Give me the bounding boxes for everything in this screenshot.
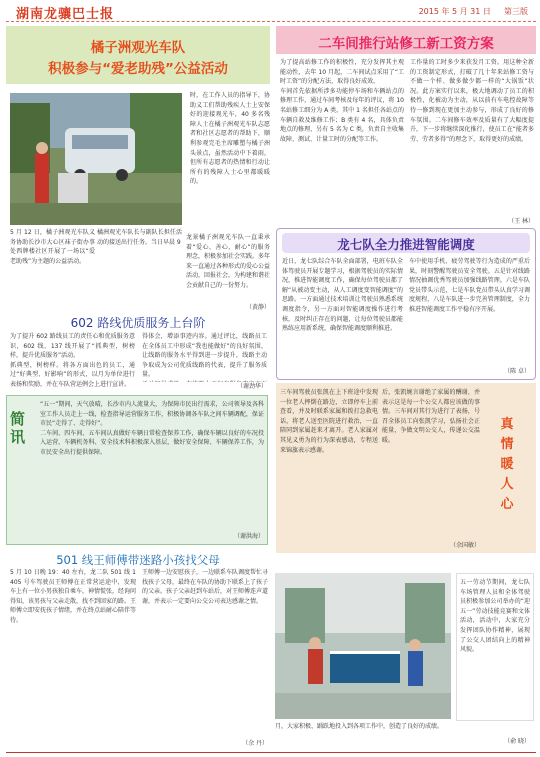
story4-byline: （谢劲华）	[236, 383, 267, 390]
story4-title: 602 路线优质服务上台阶	[70, 316, 206, 330]
story5-title-char: 心	[500, 497, 514, 512]
story5-title	[482, 415, 532, 515]
story1-title-line1: 橘子洲观光车队	[90, 40, 186, 56]
story1-body-right: 时，在工作人员的指导下，协助义工们帮助残疾人士上安保好的迎接观光车，40 多名残障人士在橘子洲观光车队志愿者和社区志愿者的帮助下，顺利参观完毛主席雕塑与橘子洲头景点，虽然活动中下着雨，但所有志愿者的热情和行动让所有的残障人士心里都暖暖的。	[190, 92, 270, 186]
story1-caption: 5 月 12 日，橘子洲观光车队义务协助长沙市大心区袜子街办事处西牌楼社区开展了一场以“爱老助残”为主题的公益活动。	[10, 229, 95, 265]
header-divider	[6, 21, 536, 22]
story3-byline: （陈 卓）	[504, 368, 530, 375]
brief-body: “五一”期间，天气放晴，长沙市内人流量大，为保障市民出行需求，公司领导及各科室工作人员走上一线，检查指导运营服务工作，积极协调各车队之间车辆调配，保证市民“走得了、走得好”。 二车间、四车间、五车间认真做好车辆日常检查保养工作，确保车辆以良好的车况投入运营，车辆机务科、安全技术科积极深入基层，做好安全保障、车辆保养工作，为市民安全出行提供保障。	[40, 401, 264, 456]
story2-byline: （王 林）	[508, 218, 534, 225]
story1-body-continue: 龙景橘子洲观光车队一直秉承着“爱心、善心、耐心”的服务理念，积极参加社会实践。多年来一直通过各种形式的爱心公益活动，回报社会，为构建和谐社会贡献自己的一份努力。	[186, 234, 270, 289]
brief-title: 简讯	[10, 410, 26, 446]
story6-photo	[275, 573, 451, 719]
story3-body-col2: 车中使用手机、疲劳驾驶等行为造成的严重后果，时刻警醒驾驶员安全驾驶。五是针对线路情况抽调优秀驾驶员加强线路管理。六是车队党员带头示范，七是车队党员带头认真学习调度规程，八是车队进一步完善管理制度，全力推进智能调度工作平稳有序开展。	[409, 258, 530, 313]
issue-date: 2015 年 5 月 31 日	[418, 7, 491, 16]
story1-body-left: 橘洲观光车队长与副队长担任活动的接送出行任务。当日早晨 9	[97, 229, 182, 246]
story1-title-line2: 积极参与“爱老助残”公益活动	[48, 61, 228, 77]
story4-body-col1: 为了提升 602 路线员工的责任心和优质服务意识，602 线、137 线开展了“抓典型，树榜样，提升优质服务”活动。 抓典型，树榜样。将各方面出色的员工，通过“好典型、好影响”的形式，以月为单位进行表扬和奖励，并在车队营运例会上进行宣讲。	[10, 333, 135, 388]
story6-body-col1: 5 月 10 日晚 19：40 左右，龙二队 501 线 1405 号车驾驶员王师傅在正常营运途中，发现车上有一位小男孩独自乘车，神情慌张，经询问得知，该男孩与父亲走散，找不到回家的路。王师傅立即安抚孩子情绪，并在终点站耐心陪伴等待。	[10, 569, 136, 624]
story5-byline: （余国敏）	[449, 542, 480, 549]
story5-title-char: 情	[500, 437, 514, 452]
story6-photo-caption: 月，大家积极、踊跃地投入到各项工作中，创造了良好的成绩。	[275, 723, 444, 730]
story2-body-col1: 为了提高站修工作的积极性，充分发挥其主观能动性，去年 10 月起，二车间试点采用了“工时工资”的分配方法，取得良好成效。 车间首先依据所涉多功能停车场和车辆站点的修理工作，通过车间考核及每年的评议，将 10 名站修工细分为 A 类，其中 1 名担任各站点的车辆自救及维修工作；B 类有 4 名，具体负责地点的修理，另有 5 名为 C 类，负责自主收集故障、测试、计量工时的分配等工作。	[280, 59, 404, 143]
story2-body-col2: 工作量的工时多少来获发月工资。用这种全新的工资制定形式，打破了几十年来站修工资与不做一个样、做多做少都一样的“大锅饭”状况。此方案实行以来，极大地调动了员工的积极性，化被动为主动，从以前有车电控故障等待一修到现在更加主动参与，形成了良好的修车氛围。二车间修车效率及质量有了大幅度提升，下一步将继续深化推行，使员工在“能者多劳、劳者多得”的理念下，取得更好的成绩。	[410, 59, 534, 143]
story1-byline: （黄静）	[245, 304, 270, 311]
story2-title: 二车间推行站修工新工资方案	[318, 36, 494, 52]
story3-title: 龙七队全力推进智能调度	[337, 237, 475, 252]
dateline	[419, 6, 528, 17]
story6-title: 501 线王师傅带迷路小孩找父母	[56, 553, 220, 567]
story6-sidebox-byline: （俞 晓）	[504, 738, 530, 745]
story1-photo	[10, 93, 182, 225]
page-header	[0, 0, 540, 24]
story5-title-char: 暖	[500, 457, 514, 472]
story6-body-col2: 王师傅一边安慰孩子，一边联系车队调度帮忙寻找孩子父母，最终在车队的协助下联系上了孩子的父亲。孩子父亲赶到车站后，对王师傅连声道谢，并表示一定要向公交公司表达感谢之情。	[142, 569, 268, 605]
story5-title-char: 真	[500, 417, 514, 432]
story6-byline: （余 丹）	[242, 740, 268, 747]
story6-sidebox-text: 五一劳动节期间，龙七队车场管理人员和全体驾驶员积极参加公司举办的“迎五一”劳动技能竞赛和文体活动，活动中，大家充分发挥团队协作精神，展现了公交人团结向上的精神风貌。	[460, 579, 530, 654]
story5-body-col2: 后，张凯婉言谢绝了家属的酬谢，并表示这是每一个公交人都应该做的事情。三车间对其行为进行了表扬，号召全体员工向张凯学习，弘扬社会正能量，争做文明公交人，传递公交温暖。	[382, 389, 480, 444]
story4-body-col2: 得体会，增添事迹内容。通过评比，线路员工在全体员工中形成“我也能做好”的良好氛围，让线路的服务水平得到进一步提升，线路主动争取成为公司优质线路的代表，提升了服务质量。	[142, 333, 267, 379]
page-number: 第三版	[504, 7, 528, 16]
story5-body-col1: 三车间驾驶员张凯在上下班途中发现一位老人摔倒在路边，立即停车上前查看，并及时联系家属和拨打急救电话，将老人送至医院进行救治，一直陪同到家属赶来才离开。老人家属对其见义勇为的行为深表感动，专程送来锦旗表示感谢。	[280, 389, 378, 454]
story3-body-col1: 近日，龙七队综合车队全面部署，电班车队全体驾驶员开展专题学习，根据驾驶员的实际情况，推进智能调度工作，确保每位驾驶员都了解“从被动变主动，从人工调度变智能调度”的思路。一方面通过技术培训让驾驶员熟悉系统调度指令，另一方面对智能调度操作进行考核，及时纠正存在的问题，让每位驾驶员都能熟练应用新系统，确保智能调度顺利推进。	[282, 258, 403, 333]
footer-divider	[6, 752, 536, 753]
masthead: 湖南龙骧巴士报	[16, 7, 115, 22]
story5-title-char: 人	[500, 477, 514, 492]
brief-byline: （谢洪海）	[233, 533, 264, 540]
